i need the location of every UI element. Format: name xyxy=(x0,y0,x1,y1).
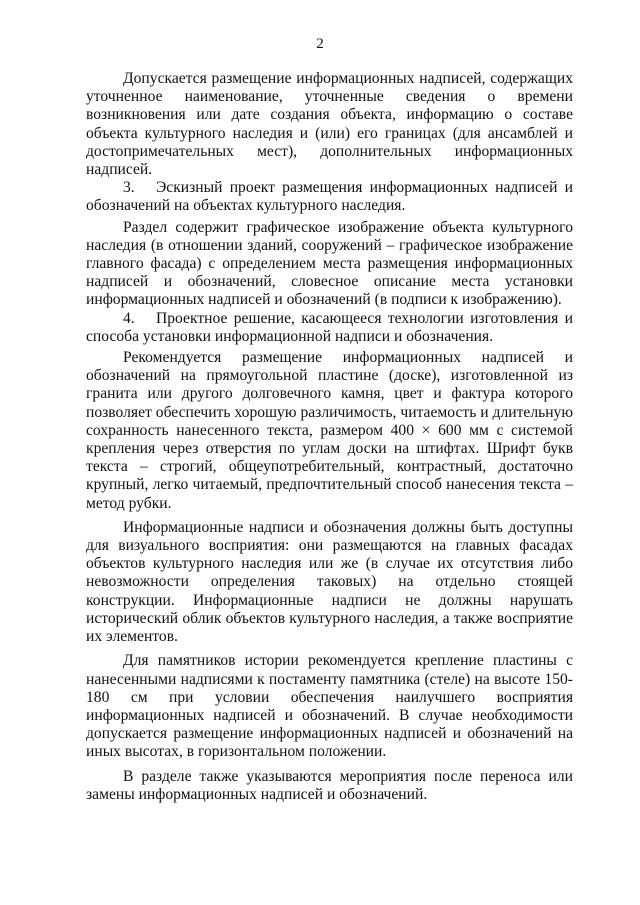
paragraph-section-4 xyxy=(86,310,573,346)
paragraph-history-monuments: Для памятников истории рекомендуется крепление пластины с нанесенными надписями к постаменту памятника (стеле) на высоте 150-180 см при условии обеспечения наилучшего восприятия информационных надписей и обозначений. В случае необходимости допускается размещение информационных надписей и обозначений на иных высотах, в горизонтальном положении. xyxy=(86,652,573,761)
section-number: 4. xyxy=(123,309,135,327)
paragraph-section-contents: Раздел содержит графическое изображение объекта культурного наследия (в отношении зданий, сооружений – графическое изображение главного фасада) с определением места размещения информационных надписей и обозначений, словесное описание места установки информационных надписей и обозначений (в подписи к изображению). xyxy=(86,218,573,309)
section-3-text: Эскизный проект размещения информационных надписей и обозначений на объектах культурного наследия. xyxy=(86,179,573,215)
paragraph-plate-recommendation: Рекомендуется размещение информационных надписей и обозначений на прямоугольной пластине (доске), изготовленной из гранита или другого долговечного камня, цвет и фактура которого позволяет обеспечить хорошую различимость, читаемость и длительную сохранность нанесенного текста, размером 400 × 600 мм с системой крепления через отверстия по углам доски на штифтах. Шрифт букв текста – строгий, общеупотребительный, контрастный, достаточно крупный, легко читаемый, предпочтительный способ нанесения текста – метод рубки. xyxy=(86,349,573,512)
paragraph-relocation-measures: В разделе также указываются мероприятия после переноса или замены информационных надписей и обозначений. xyxy=(86,767,573,803)
section-4-text: Проектное решение, касающееся технологии изготовления и способа установки информационной надписи и обозначения. xyxy=(86,309,573,345)
paragraph-additional-inscriptions: Допускается размещение информационных надписей, содержащих уточненное наименование, уточненные сведения о времени возникновения или дате создания объекта, информацию о составе объекта культурного наследия и (или) его границах (для ансамблей и достопримечательных мест), дополнительных информационных надписей. xyxy=(86,70,573,179)
document-body xyxy=(86,70,573,804)
paragraph-section-3 xyxy=(86,179,573,215)
page-number: 2 xyxy=(316,36,324,52)
section-number: 3. xyxy=(123,179,135,197)
paragraph-visual-accessibility: Информационные надписи и обозначения должны быть доступны для визуального восприятия: они размещаются на главных фасадах объектов культурного наследия или же (в случае их отсутствия либо невозможности определения таковых) на отдельно стоящей конструкции. Информационные надписи не должны нарушать исторический облик объектов культурного наследия, а также восприятие их элементов. xyxy=(86,518,573,646)
